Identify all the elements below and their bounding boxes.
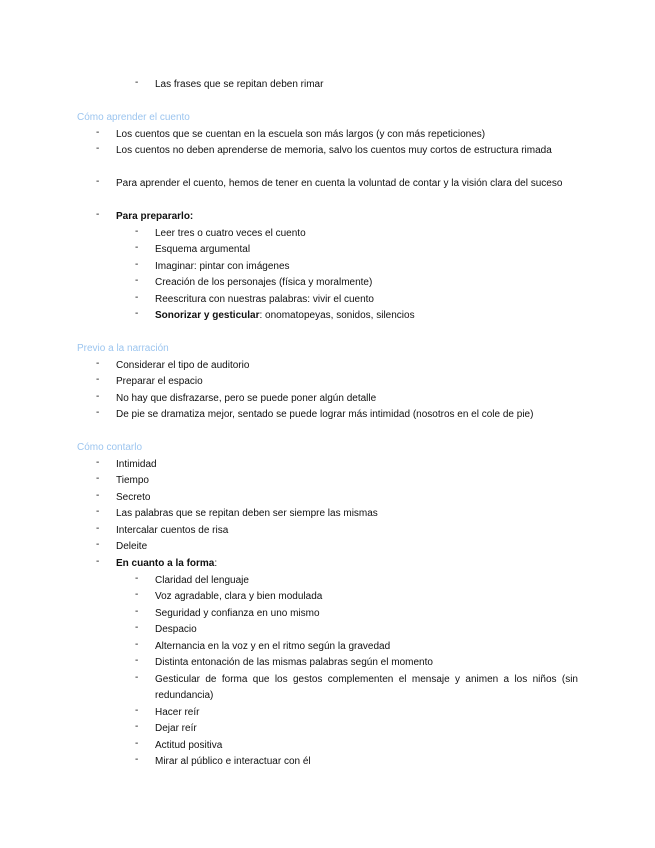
bullet-dash: -: [96, 457, 100, 468]
sub-item-sonorizar: [155, 308, 415, 324]
section-heading-aprender: Cómo aprender el cuento: [77, 112, 190, 123]
list-item: Los cuentos que se cuentan en la escuela son más largos (y con más repeticiones): [116, 129, 486, 140]
bullet-dash: -: [135, 672, 139, 683]
bullet-dash: -: [135, 754, 139, 765]
bullet-dash: -: [96, 473, 100, 484]
list-item: Tiempo: [116, 475, 149, 486]
bullet-dash: -: [135, 721, 139, 732]
bullet-dash: -: [135, 275, 139, 286]
sub-item: Reescritura con nuestras palabras: vivir el cuento: [155, 294, 374, 305]
bullet-dash: -: [135, 226, 139, 237]
bullet-dash: -: [96, 523, 100, 534]
bullet-dash: -: [96, 506, 100, 517]
bullet-dash: -: [135, 292, 139, 303]
sub-item: Dejar reír: [155, 723, 197, 734]
sub-item: Imaginar: pintar con imágenes: [155, 261, 290, 272]
bullet-dash: -: [135, 77, 139, 88]
list-item: Considerar el tipo de auditorio: [116, 360, 250, 371]
bullet-dash: -: [135, 606, 139, 617]
bullet-dash: -: [96, 176, 100, 187]
bullet-dash: -: [96, 407, 100, 418]
bullet-dash: -: [96, 127, 100, 138]
bullet-dash: -: [135, 705, 139, 716]
list-item: De pie se dramatiza mejor, sentado se puede lograr más intimidad (nosotros en el cole de pie): [116, 409, 534, 420]
list-item: Preparar el espacio: [116, 376, 203, 387]
sub-item: Creación de los personajes (física y moralmente): [155, 277, 373, 288]
list-item: No hay que disfrazarse, pero se puede poner algún detalle: [116, 393, 377, 404]
sub-item: Claridad del lenguaje: [155, 575, 249, 586]
sub-item: Voz agradable, clara y bien modulada: [155, 591, 323, 602]
sub-item: Actitud positiva: [155, 740, 223, 751]
sonorizar-text: : onomatopeyas, sonidos, silencios: [259, 310, 415, 321]
bullet-dash: -: [96, 556, 100, 567]
section-heading-contarlo: Cómo contarlo: [77, 442, 143, 453]
bullet-dash: -: [96, 374, 100, 385]
list-item: Para aprender el cuento, hemos de tener en cuenta la voluntad de contar y la visión clara del suceso: [116, 178, 563, 189]
sub-item: Despacio: [155, 624, 197, 635]
forma-label: En cuanto a la forma: [116, 558, 215, 569]
list-item: Intercalar cuentos de risa: [116, 525, 229, 536]
sonorizar-label: Sonorizar y gesticular: [155, 310, 260, 321]
sub-item: Seguridad y confianza en uno mismo: [155, 608, 320, 619]
list-item: Deleite: [116, 541, 148, 552]
list-item: Los cuentos no deben aprenderse de memoria, salvo los cuentos muy cortos de estructura rimada: [116, 145, 552, 156]
bullet-dash: -: [96, 490, 100, 501]
bullet-dash: -: [135, 589, 139, 600]
sub-item: Distinta entonación de las mismas palabras según el momento: [155, 657, 433, 668]
bullet-dash: -: [135, 242, 139, 253]
section-heading-previo: Previo a la narración: [77, 343, 169, 354]
bullet-dash: -: [135, 655, 139, 666]
bullet-dash: -: [135, 573, 139, 584]
intro-item: Las frases que se repitan deben rimar: [155, 79, 324, 90]
prepararlo-label: Para prepararlo:: [116, 211, 194, 222]
bullet-dash: -: [135, 738, 139, 749]
bullet-dash: -: [135, 259, 139, 270]
bullet-dash: -: [135, 639, 139, 650]
list-item: Secreto: [116, 492, 151, 503]
bullet-dash: -: [96, 539, 100, 550]
bullet-dash: -: [96, 391, 100, 402]
list-item-forma: [116, 556, 217, 572]
list-item: Intimidad: [116, 459, 157, 470]
bullet-dash: -: [135, 308, 139, 319]
list-item: Las palabras que se repitan deben ser siempre las mismas: [116, 508, 378, 519]
forma-colon: :: [214, 558, 218, 569]
sub-item: Leer tres o cuatro veces el cuento: [155, 228, 306, 239]
sub-item: Hacer reír: [155, 707, 200, 718]
bullet-dash: -: [96, 358, 100, 369]
sub-item: Esquema argumental: [155, 244, 251, 255]
bullet-dash: -: [96, 209, 100, 220]
sub-item: Gesticular de forma que los gestos complementen el mensaje y animen a los niños (sin redundancia): [155, 674, 578, 701]
list-item-prepararlo: [116, 209, 193, 225]
bullet-dash: -: [135, 622, 139, 633]
bullet-dash: -: [96, 143, 100, 154]
sub-item: Mirar al público e interactuar con él: [155, 756, 311, 767]
sub-item: Alternancia en la voz y en el ritmo según la gravedad: [155, 641, 391, 652]
